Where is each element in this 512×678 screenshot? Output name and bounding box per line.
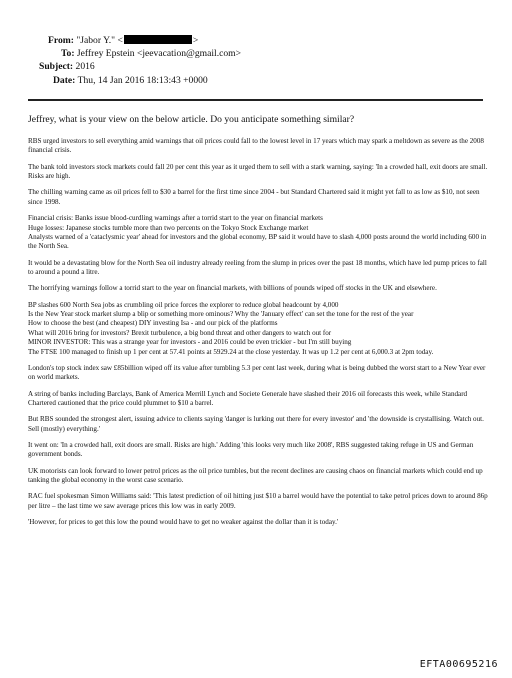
- article-paragraph: [28, 467, 490, 486]
- document-id: EFTA00695216: [419, 659, 498, 670]
- to-value: Jeffrey Epstein <jeevacation@gmail.com>: [76, 48, 242, 59]
- article-paragraph: [28, 214, 490, 252]
- subject-value: 2016: [75, 61, 95, 72]
- paragraph-line: It went on: 'In a crowded hall, exit doors are small. Risks are high.' Adding 'this looks very much like 2008', RBS suggested taking refuge in US and German government bonds.: [28, 441, 474, 459]
- paragraph-line: MINOR INVESTOR: This was a strange year for investors - and 2016 could be even trickier - but I'm still buying: [28, 338, 352, 347]
- paragraph-line: A string of banks including Barclays, Bank of America Merrill Lynch and Societe Generale have slashed their 2016 oil forecasts this week, while Standard Chartered cautioned that the price could plummet to $10 a barrel.: [28, 389, 468, 408]
- from-value-suffix: >: [192, 35, 199, 46]
- paragraph-line: It would be a devastating blow for the North Sea oil industry already reeling from the slump in prices over the past 18 months, which have led pump prices to fall to around a pound a litre.: [28, 258, 487, 277]
- paragraph-line: How to choose the best (and cheapest) DIY investing Isa - and our pick of the platforms: [28, 319, 278, 328]
- paragraph-line: UK motorists can look forward to lower petrol prices as the oil price tumbles, but the recent declines are causing chaos on financial markets which could end up tanking the global economy in the worst case scenario.: [28, 466, 483, 485]
- article-paragraph: [28, 188, 490, 207]
- redaction-bar: [124, 35, 192, 44]
- paragraph-line: RBS urged investors to sell everything amid warnings that oil prices could fall to the lowest level in 17 years which may spark a meltdown as severe as the 2008 financial crisis.: [28, 137, 484, 155]
- paragraph-line: Financial crisis: Banks issue blood-curdling warnings after a torrid start to the year on financial markets: [28, 214, 323, 223]
- article-paragraph: [28, 163, 490, 182]
- paragraph-line: The bank told investors stock markets could fall 20 per cent this year as it urged them to sell with a stark warning, saying: 'In a crowded hall, exit doors are small. Risks are high.: [28, 162, 488, 181]
- paragraph-line: The FTSE 100 managed to finish up 1 per cent at 57.41 points at 5929.24 at the close yesterday. It was up 1.2 per cent at 6,000.3 at 2pm today.: [28, 347, 434, 356]
- paragraph-line: BP slashes 600 North Sea jobs as crumbling oil price forces the explorer to reduce global headcount by 4,000: [28, 300, 339, 309]
- article-paragraph: [28, 492, 490, 511]
- to-label: To:: [61, 48, 75, 59]
- paragraph-line: The horrifying warnings follow a torrid start to the year on financial markets, with billions of pounds wiped off stocks in the UK and elsewhere.: [28, 284, 437, 293]
- article-paragraph: [28, 137, 490, 156]
- paragraph-line: Analysts warned of a 'cataclysmic year' ahead for investors and the global economy, BP said it would have to slash 4,000 posts around the world including 600 in the North Sea.: [28, 232, 487, 251]
- article-paragraph: [28, 518, 490, 527]
- subject-label: Subject:: [39, 61, 74, 72]
- date-label: Date:: [53, 75, 76, 86]
- paragraph-line: Is the New Year stock market slump a blip or something more ominous? Why the 'January effect' can set the tone for the rest of the year: [28, 310, 414, 319]
- article-paragraph: [28, 301, 490, 357]
- paragraph-line: Huge losses: Japanese stocks tumble more than two percents on the Tokyo Stock Exchange market: [28, 223, 309, 232]
- paragraph-line: What will 2016 bring for investors? Brexit turbulence, a big bond threat and other dangers to watch out for: [28, 328, 332, 337]
- to-row: [61, 48, 241, 60]
- from-row: [48, 35, 198, 47]
- date-row: [53, 75, 208, 87]
- subject-row: [39, 61, 95, 73]
- from-value-prefix: "Jabor Y." <: [76, 35, 123, 46]
- header-divider: [28, 99, 483, 101]
- paragraph-line: The chilling warning came as oil prices fell to $30 a barrel for the first time since 2004 - but Standard Chartered said it might yet fall to as low as $10, not seen since 1998.: [28, 188, 480, 206]
- article-paragraph: [28, 259, 490, 278]
- article-paragraph: [28, 415, 490, 434]
- paragraph-line: London's top stock index saw £85billion wiped off its value after tumbling 5.3 per cent last week, during what is being dubbed the worst start to a New Year ever on world markets.: [28, 363, 486, 382]
- paragraph-line: RAC fuel spokesman Simon Williams said: 'This latest prediction of oil hitting just $10 a barrel would have the potential to take petrol prices down to around 86p per litre – the last time we saw average prices this low was in early 2009.: [28, 492, 488, 510]
- date-value: Thu, 14 Jan 2016 18:13:43 +0000: [77, 75, 208, 86]
- article-paragraph: [28, 441, 490, 460]
- paragraph-line: But RBS sounded the strongest alert, issuing advice to clients saying 'danger is lurking out there for every investor' and 'the downside is crystallising. Watch out. Sell (mostly) everything.': [28, 415, 484, 433]
- article-body: [28, 137, 490, 534]
- article-paragraph: [28, 284, 490, 293]
- article-paragraph: [28, 364, 490, 383]
- intro-line: Jeffrey, what is your view on the below article. Do you anticipate something similar?: [28, 114, 355, 125]
- paragraph-line: 'However, for prices to get this low the pound would have to get no weaker against the dollar than it is today.': [28, 518, 339, 527]
- from-label: From:: [48, 35, 74, 46]
- article-paragraph: [28, 390, 490, 409]
